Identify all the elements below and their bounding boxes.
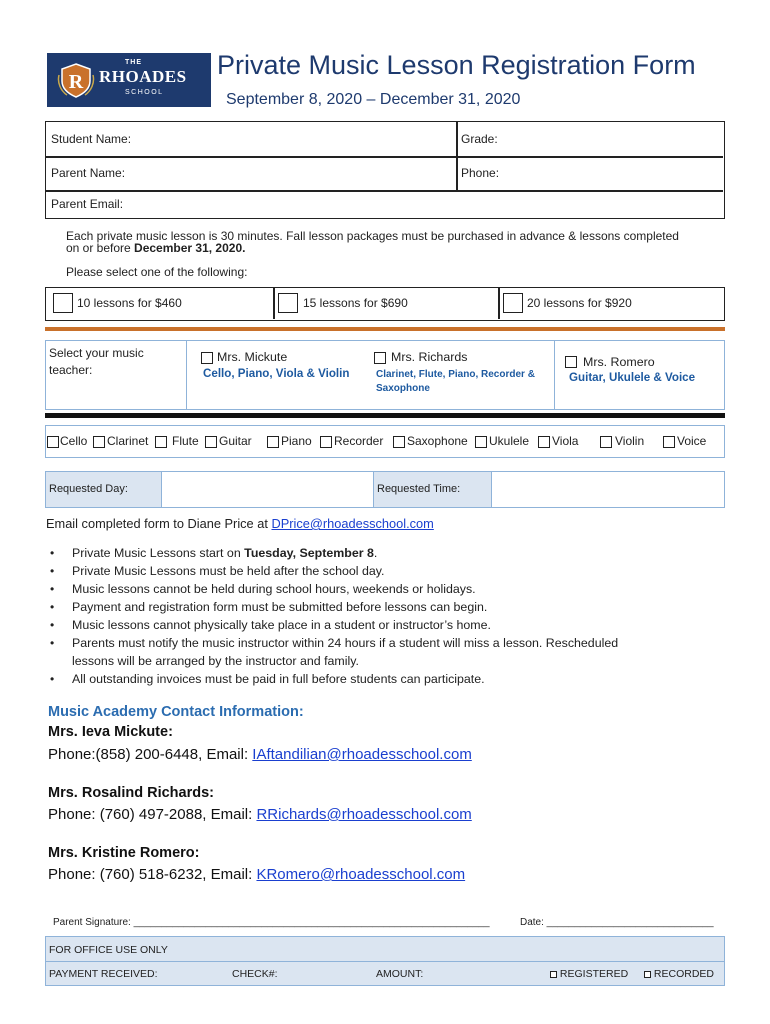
instrument-clarinet[interactable] (93, 434, 148, 448)
divider (186, 341, 187, 409)
teacher-instruments-line-1: Clarinet, Flute, Piano, Recorder & (376, 369, 535, 380)
intro-line-2-prefix: on or before (66, 241, 135, 255)
teacher-option-richards[interactable] (374, 350, 468, 364)
teacher-instruments-line-2: Saxophone (376, 383, 430, 394)
contact-name-richards: Mrs. Rosalind Richards: (48, 785, 214, 801)
divider (456, 122, 458, 190)
requested-day-input[interactable] (162, 472, 373, 507)
crest-icon (57, 61, 95, 99)
teacher-instruments: Guitar, Ukulele & Voice (569, 371, 696, 384)
contacts-heading: Music Academy Contact Information: (48, 704, 304, 720)
checkbox-icon[interactable] (600, 436, 612, 448)
divider (46, 961, 724, 962)
teacher-name: Mrs. Richards (391, 350, 468, 364)
student-name-field[interactable]: Student Name: (51, 132, 132, 146)
parent-signature-field[interactable]: Parent Signature: ________________________________________________________________ (53, 917, 490, 928)
amount-label: AMOUNT: (376, 968, 424, 980)
list-item (47, 544, 727, 562)
grade-field[interactable]: Grade: (461, 132, 498, 146)
instrument-label: Piano (281, 434, 312, 448)
instrument-label: Guitar (219, 434, 252, 448)
parent-email-field[interactable]: Parent Email: (51, 197, 124, 211)
instrument-label: Flute (172, 434, 199, 448)
checkbox-icon[interactable] (320, 436, 332, 448)
logo-name: RHOADES (99, 67, 187, 86)
start-date: Tuesday, September 8 (244, 546, 374, 560)
check-number-label: CHECK#: (232, 968, 278, 980)
package-option-15[interactable] (278, 293, 408, 313)
divider (554, 341, 555, 409)
requested-day-label: Requested Day: (49, 483, 128, 495)
checkbox-icon[interactable] (201, 352, 213, 364)
instrument-ukulele[interactable] (475, 434, 529, 448)
contact-phone: Phone: (760) 497-2088, Email: (48, 806, 257, 823)
date-field[interactable]: Date: ______________________________ (520, 917, 714, 928)
teacher-option-romero[interactable] (565, 354, 655, 369)
checkbox-icon[interactable] (538, 436, 550, 448)
list-item: • Private Music Lessons must be held after the school day. (47, 562, 727, 580)
email-link-romero[interactable]: KRomero@rhoadesschool.com (256, 866, 466, 883)
info-fields-box (45, 121, 725, 219)
checkbox-icon[interactable] (278, 293, 298, 313)
date-range: September 8, 2020 – December 31, 2020 (226, 91, 521, 108)
contact-phone: Phone:(858) 200-6448, Email: (48, 746, 253, 763)
instrument-label: Cello (60, 434, 88, 448)
contact-name-mickute: Mrs. Ieva Mickute: (48, 724, 173, 740)
checkbox-icon[interactable] (205, 436, 217, 448)
checkbox-icon[interactable] (53, 293, 73, 313)
checkbox-icon[interactable] (93, 436, 105, 448)
instrument-cello[interactable] (47, 434, 87, 448)
contact-name-romero: Mrs. Kristine Romero: (48, 845, 200, 861)
package-label: 10 lessons for $460 (77, 296, 182, 310)
instrument-label: Clarinet (107, 434, 149, 448)
package-label: 15 lessons for $690 (303, 296, 408, 310)
intro-deadline: December 31, 2020. (134, 241, 246, 255)
office-use-heading: FOR OFFICE USE ONLY (49, 944, 168, 956)
recorded-option[interactable] (644, 968, 714, 980)
checkbox-icon[interactable] (503, 293, 523, 313)
bullet-text: Parents must notify the music instructor within 24 hours if a student will miss a lesson. Rescheduled (72, 636, 619, 650)
logo-the: THE (125, 59, 142, 66)
list-item (47, 634, 727, 670)
black-divider (45, 413, 725, 418)
teacher-option-mickute[interactable] (201, 350, 288, 364)
page-title: Private Music Lesson Registration Form (217, 50, 696, 80)
phone-field[interactable]: Phone: (461, 166, 500, 180)
parent-name-field[interactable]: Parent Name: (51, 166, 126, 180)
teacher-select-label (49, 345, 144, 379)
requested-time-input[interactable] (492, 472, 724, 507)
contact-line-richards (48, 806, 472, 823)
checkbox-icon[interactable] (374, 352, 386, 364)
intro-line-2 (66, 241, 245, 255)
package-label: 20 lessons for $920 (527, 296, 632, 310)
teacher-label-line-2: teacher: (49, 363, 93, 377)
email-link-richards[interactable]: RRichards@rhoadesschool.com (256, 806, 472, 823)
instrument-recorder[interactable] (320, 434, 383, 448)
checkbox-icon[interactable] (663, 436, 675, 448)
instrument-label: Recorder (334, 434, 384, 448)
checkbox-icon[interactable] (475, 436, 487, 448)
list-item: • All outstanding invoices must be paid in full before students can participate. (47, 670, 727, 688)
instrument-label: Ukulele (489, 434, 530, 448)
email-link-dprice[interactable]: DPrice@rhoadesschool.com (271, 516, 434, 531)
checkbox-icon[interactable] (155, 436, 167, 448)
divider (46, 190, 723, 192)
divider (46, 156, 723, 158)
list-item: • Payment and registration form must be submitted before lessons can begin. (47, 598, 727, 616)
checkbox-icon[interactable] (550, 971, 557, 978)
registered-option[interactable] (550, 968, 628, 980)
bullet-text: Private Music Lessons start on (72, 546, 245, 560)
teacher-instruments (376, 368, 535, 396)
logo-school: SCHOOL (125, 89, 164, 96)
bullet-text: . (373, 546, 378, 560)
bullet-text: lessons will be arranged by the instructor and family. (72, 654, 359, 668)
recorded-label: RECORDED (653, 968, 715, 980)
package-option-10[interactable] (53, 293, 182, 313)
instrument-label: Voice (677, 434, 707, 448)
list-item: • Music lessons cannot physically take place in a student or instructor’s home. (47, 616, 727, 634)
checkbox-icon[interactable] (393, 436, 405, 448)
instrument-saxophone[interactable] (393, 434, 468, 448)
svg-text:R: R (68, 71, 84, 93)
checkbox-icon[interactable] (267, 436, 279, 448)
instrument-voice[interactable] (663, 434, 706, 448)
instrument-guitar[interactable] (205, 434, 252, 448)
payment-received-label: PAYMENT RECEIVED: (49, 968, 158, 980)
teacher-name: Mrs. Mickute (217, 350, 288, 364)
email-link-mickute[interactable]: IAftandilian@rhoadesschool.com (252, 746, 472, 763)
contact-line-romero (48, 866, 465, 883)
checkbox-icon[interactable] (644, 971, 651, 978)
teacher-name: Mrs. Romero (583, 355, 655, 369)
rules-list (47, 544, 727, 688)
instrument-flute[interactable] (155, 434, 199, 448)
teacher-label-line-1: Select your music (49, 346, 144, 360)
school-logo (47, 53, 211, 107)
orange-divider (45, 327, 725, 331)
select-prompt: Please select one of the following: (66, 265, 248, 279)
email-instructions-text: Email completed form to Diane Price at (46, 516, 272, 531)
instrument-label: Violin (615, 434, 645, 448)
divider (273, 288, 275, 319)
divider (498, 288, 500, 319)
instrument-viola[interactable] (538, 434, 578, 448)
contact-line-mickute (48, 746, 472, 763)
instrument-label: Viola (552, 434, 579, 448)
intro-line-1: Each private music lesson is 30 minutes. Fall lesson packages must be purchased in advance & lessons completed (66, 229, 679, 243)
instrument-violin[interactable] (600, 434, 644, 448)
instrument-piano[interactable] (267, 434, 312, 448)
email-instructions (46, 516, 434, 531)
contact-phone: Phone: (760) 518-6232, Email: (48, 866, 257, 883)
list-item: • Music lessons cannot be held during school hours, weekends or holidays. (47, 580, 727, 598)
checkbox-icon[interactable] (47, 436, 59, 448)
requested-time-label: Requested Time: (377, 483, 461, 495)
checkbox-icon[interactable] (565, 356, 577, 368)
teacher-instruments: Cello, Piano, Viola & Violin (203, 367, 350, 380)
registered-label: REGISTERED (559, 968, 629, 980)
instrument-label: Saxophone (407, 434, 468, 448)
package-option-20[interactable] (503, 293, 632, 313)
